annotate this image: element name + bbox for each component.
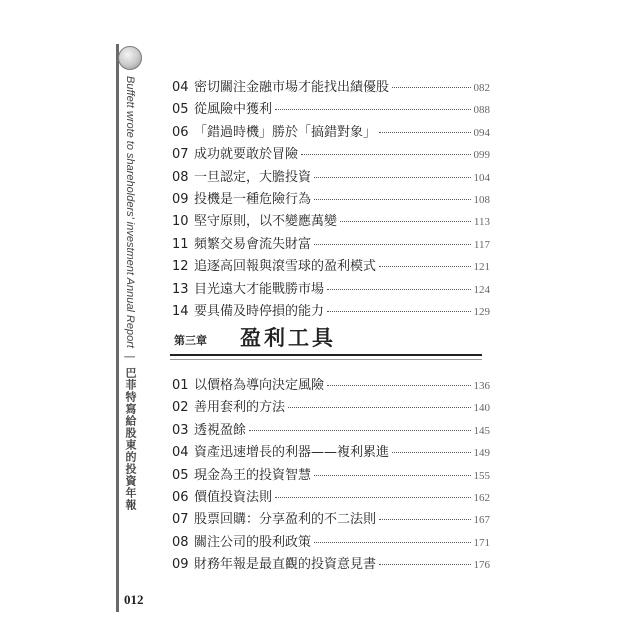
- toc-list-part2: [172, 374, 490, 576]
- running-header-separator: |: [124, 355, 137, 360]
- toc-entry-page: 094: [473, 126, 490, 139]
- chapter-title: 盈利工具: [240, 326, 336, 350]
- toc-entry-title: 堅守原則，以不變應萬變: [194, 214, 338, 230]
- toc-entry[interactable]: [172, 255, 490, 277]
- toc-entry[interactable]: [172, 419, 490, 441]
- toc-entry-title: 投機是一種危險行為: [194, 191, 312, 207]
- toc-entry-page: 124: [473, 283, 490, 296]
- dot-leader: [340, 221, 471, 222]
- toc-entry[interactable]: [172, 508, 490, 530]
- toc-entry-title: 成功就要敢於冒險: [194, 147, 299, 163]
- toc-entry-number: 10: [172, 214, 189, 230]
- toc-entry-page: 145: [473, 424, 490, 437]
- toc-entry[interactable]: [172, 210, 490, 232]
- toc-entry-title: 財務年報是最直觀的投資意見書: [194, 557, 377, 573]
- toc-entry-page: 104: [473, 171, 490, 184]
- toc-entry-page: 099: [473, 149, 490, 162]
- toc-entry-number: 11: [172, 236, 189, 252]
- toc-entry-title: 目光遠大才能戰勝市場: [194, 281, 325, 297]
- toc-entry-page: 149: [473, 447, 490, 460]
- toc-entry-number: 07: [172, 147, 189, 163]
- toc-entry-page: 082: [473, 82, 490, 94]
- toc-entry-number: 09: [172, 191, 189, 207]
- toc-entry[interactable]: [172, 233, 490, 255]
- dot-leader: [288, 407, 470, 408]
- toc-entry-number: 01: [172, 378, 189, 393]
- chapter-heading: [170, 326, 490, 356]
- toc-entry-number: 02: [172, 400, 189, 416]
- toc-entry-title: 價值投資法則: [194, 489, 273, 505]
- toc-entry[interactable]: [172, 486, 490, 508]
- toc-entry-title: 善用套利的方法: [194, 400, 286, 416]
- toc-entry[interactable]: [172, 531, 490, 553]
- dot-leader: [275, 109, 470, 110]
- toc-entry-number: 12: [172, 259, 189, 275]
- dot-leader: [314, 475, 470, 476]
- chapter-label: 第三章: [174, 334, 207, 347]
- dot-leader: [379, 564, 470, 565]
- side-rule: [116, 44, 119, 612]
- toc-entry-title: 密切關注金融市場才能找出績優股: [194, 80, 390, 95]
- toc-entry-page: 155: [473, 469, 490, 482]
- toc-entry-title: 頻繁交易會流失財富: [194, 236, 312, 252]
- toc-entry-number: 08: [172, 169, 189, 185]
- toc-entry-title: 要具備及時停損的能力: [194, 303, 325, 319]
- toc-entry-number: 13: [172, 281, 189, 297]
- dot-leader: [301, 154, 470, 155]
- dot-leader: [327, 311, 470, 312]
- toc-entry-page: 117: [473, 238, 490, 251]
- toc-entry-page: 088: [473, 104, 490, 117]
- dot-leader: [392, 87, 470, 88]
- toc-entry-page: 108: [473, 193, 490, 206]
- dot-leader: [314, 177, 470, 178]
- toc-entry-title: 現金為王的投資智慧: [194, 467, 312, 483]
- toc-entry-number: 14: [172, 303, 189, 319]
- dot-leader: [275, 497, 470, 498]
- toc-entry[interactable]: [172, 374, 490, 396]
- toc-entry[interactable]: [172, 300, 490, 322]
- dot-leader: [379, 132, 470, 133]
- toc-entry[interactable]: [172, 98, 490, 120]
- toc-entry-page: 121: [473, 261, 490, 274]
- toc-entry-page: 113: [473, 216, 490, 229]
- toc-entry-number: 06: [172, 489, 189, 505]
- toc-entry-page: 140: [473, 402, 490, 415]
- dot-leader: [379, 266, 470, 267]
- toc-entry-title: 一旦認定，大膽投資: [194, 169, 312, 185]
- toc-entry-page: 129: [473, 305, 490, 318]
- dot-leader: [327, 289, 470, 290]
- toc-entry-page: 167: [473, 514, 490, 527]
- toc-entry[interactable]: [172, 278, 490, 300]
- toc-entry-title: 股票回購：分享盈利的不二法則: [194, 512, 377, 528]
- toc-entry-page: 136: [473, 380, 490, 392]
- dot-leader: [249, 430, 470, 431]
- toc-entry-page: 176: [473, 559, 490, 572]
- toc-entry-number: 06: [172, 124, 189, 140]
- toc-entry[interactable]: [172, 396, 490, 418]
- toc-entry-title: 資產迅速增長的利器——複利累進: [194, 445, 390, 461]
- toc-entry-page: 171: [473, 536, 490, 549]
- dot-leader: [392, 452, 470, 453]
- toc-entry[interactable]: [172, 464, 490, 486]
- toc-entry[interactable]: [172, 553, 490, 575]
- toc-entry-number: 05: [172, 467, 189, 483]
- toc-entry-title: 透視盈餘: [194, 422, 247, 438]
- running-header-chinese: 巴菲特寫給股東的投資年報: [124, 366, 137, 511]
- dot-leader: [314, 199, 470, 200]
- coin-seal-icon: [118, 46, 142, 70]
- running-header-english: Buffett wrote to shareholders' investment Annual Report: [124, 76, 136, 348]
- toc-entry-number: 09: [172, 557, 189, 573]
- toc-entry-number: 05: [172, 102, 189, 118]
- chapter-rule: [170, 354, 482, 356]
- dot-leader: [327, 385, 470, 386]
- toc-entry[interactable]: [172, 166, 490, 188]
- toc-entry-page: 162: [473, 491, 490, 504]
- toc-entry-title: 從風險中獲利: [194, 102, 273, 118]
- toc-entry-number: 08: [172, 534, 189, 550]
- chapter-rule-thin: [170, 359, 482, 360]
- toc-list-part1: [172, 76, 490, 322]
- dot-leader: [314, 244, 471, 245]
- toc-entry-number: 04: [172, 80, 189, 95]
- dot-leader: [379, 519, 470, 520]
- toc-entry[interactable]: [172, 188, 490, 210]
- toc-entry[interactable]: [172, 441, 490, 463]
- toc-entry-number: 04: [172, 445, 189, 461]
- page-number: 012: [124, 592, 144, 607]
- toc-entry[interactable]: [172, 121, 490, 143]
- toc-entry-title: 以價格為導向決定風險: [194, 378, 325, 393]
- dot-leader: [314, 542, 470, 543]
- toc-entry-title: 追逐高回報與滾雪球的盈利模式: [194, 259, 377, 275]
- toc-entry-title: 關注公司的股利政策: [194, 534, 312, 550]
- toc-entry-number: 07: [172, 512, 189, 528]
- toc-entry[interactable]: [172, 143, 490, 165]
- toc-entry-number: 03: [172, 422, 189, 438]
- toc-entry[interactable]: [172, 76, 490, 98]
- running-header: [124, 76, 136, 511]
- toc-entry-title: 「錯過時機」勝於「搞錯對象」: [194, 124, 377, 140]
